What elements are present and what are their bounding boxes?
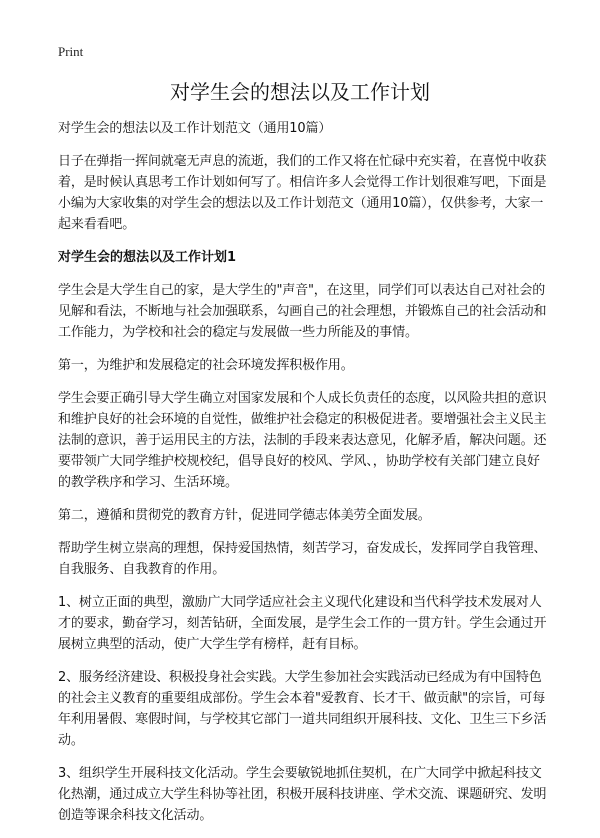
body-paragraph: 1、树立正面的典型，激励广大同学适应社会主义现代化建设和当代科学技术发展对人才的要求，勤奋学习，刻苦钻研，全面发展，是学生会工作的一贯方针。学生会通过开展树立典型的活动，使广大学生学有榜样，赶有目标。 xyxy=(58,595,547,652)
body-paragraph: 学生会是大学生自己的家，是大学生的"声音"，在这里，同学们可以表达自己对社会的见解和看法，不断地与社会加强联系，勾画自己的社会理想，并锻炼自己的社会活动和工作能力，为学校和社会的稳定与发展做一些力所能及的事情。 xyxy=(58,283,547,340)
article-subtitle: 对学生会的想法以及工作计划范文（通用10篇） xyxy=(58,121,332,136)
section-heading: 对学生会的想法以及工作计划1 xyxy=(58,250,237,265)
body-paragraph: 学生会要正确引导大学生确立对国家发展和个人成长负责任的态度，以风险共担的意识和维护良好的社会环境的自觉性，做维护社会稳定的积极促进者。要增强社会主义民主法制的意识，善于运用民主的方法，法制的手段来表达意见，化解矛盾，解决问题。还要带领广大同学维护校规校纪，倡导良好的校风、学风、，协助学校有关部门建立良好的教学秩序和学习、生活环境。 xyxy=(58,391,547,490)
print-link[interactable]: Print xyxy=(58,44,84,59)
intro-paragraph: 日子在弹指一挥间就毫无声息的流逝，我们的工作又将在忙碌中充实着，在喜悦中收获着，是时候认真思考工作计划如何写了。相信许多人会觉得工作计划很难写吧，下面是小编为大家收集的对学生会的想法以及工作计划范文（通用10篇），仅供参考，大家一起来看看吧。 xyxy=(58,154,547,232)
article-body xyxy=(58,118,548,838)
body-paragraph: 3、组织学生开展科技文化活动。学生会要敏锐地抓住契机，在广大同学中掀起科技文化热潮，通过成立大学生科协等社团，积极开展科技讲座、学术交流、课题研究、发明创造等课余科技文化活动。 xyxy=(58,766,547,823)
body-paragraph: 帮助学生树立崇高的理想，保持爱国热情，刻苦学习，奋发成长，发挥同学自我管理、自我服务、自我教育的作用。 xyxy=(58,541,547,577)
body-paragraph: 第一，为维护和发展稳定的社会环境发挥积极作用。 xyxy=(58,358,354,373)
body-paragraph: 2、服务经济建设、积极投身社会实践。大学生参加社会实践活动已经成为有中国特色的社会主义教育的重要组成部份。学生会本着"爱教育、长才干、做贡献"的宗旨，可每年利用暑假、寒假时间，与学校其它部门一道共同组织开展科技、文化、卫生三下乡活动。 xyxy=(58,670,547,748)
page-title: 对学生会的想法以及工作计划 xyxy=(170,80,430,104)
body-paragraph: 第二，遵循和贯彻党的教育方针，促进同学德志体美劳全面发展。 xyxy=(58,508,431,523)
